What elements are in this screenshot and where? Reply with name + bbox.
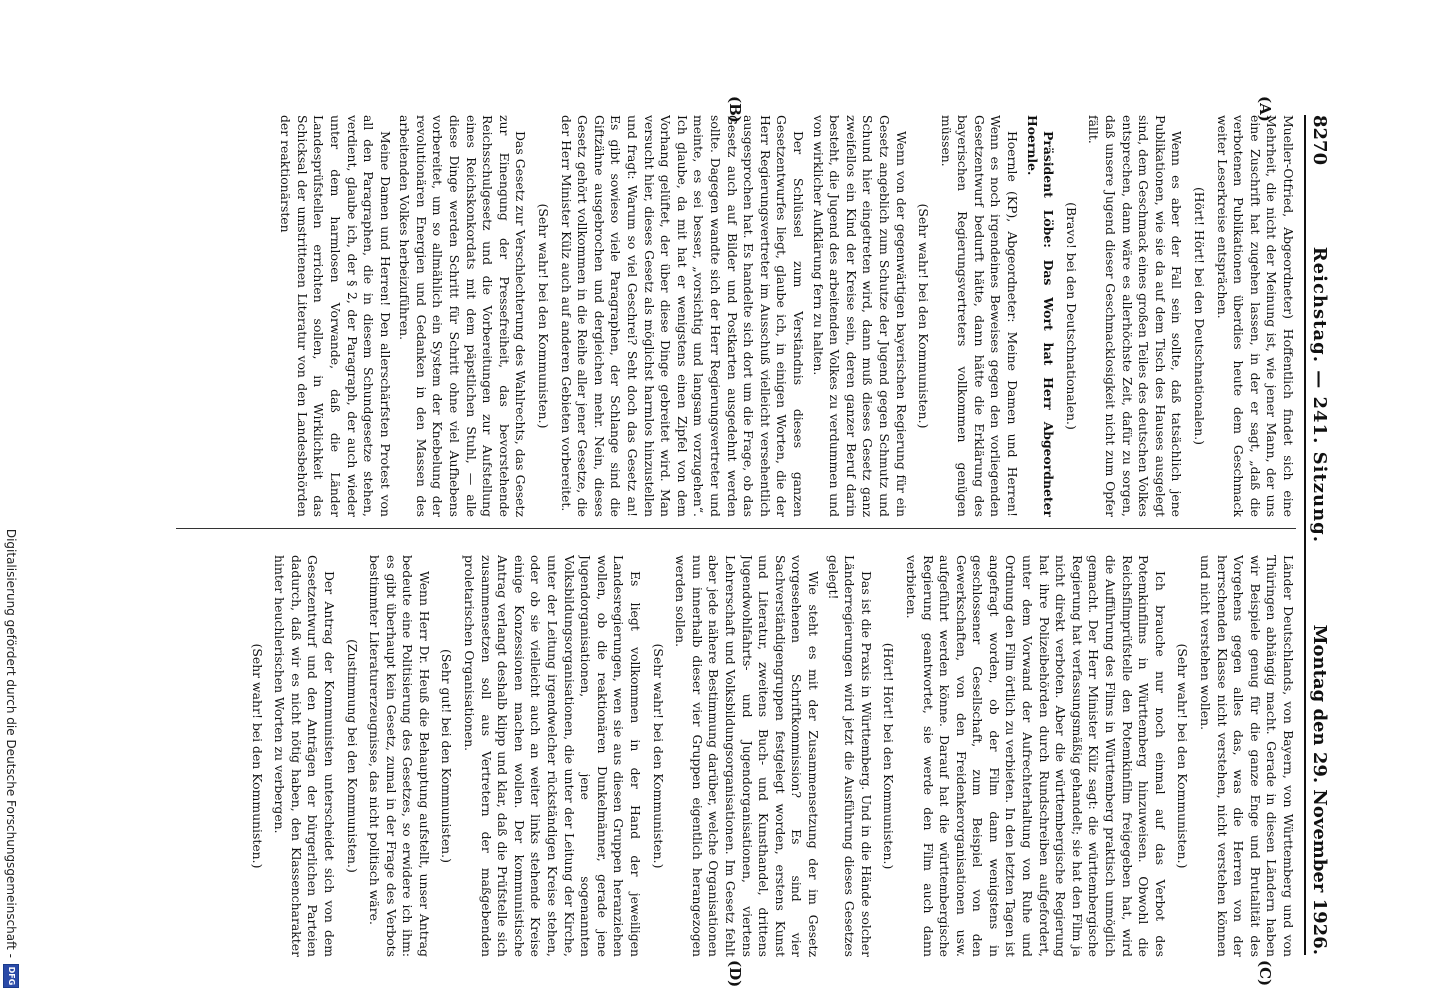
interjection: (Hört! Hört! bei den Kommunisten.) xyxy=(881,642,897,870)
paragraph: Hoernle (KP), Abgeordneter: Meine Damen und Herren! Wenn es noch irgendeines Beweises gegen den vorliegenden Gesetzentwurf bedurft hätte, dann hätte die Erklärung des bayerischen Regierungsvertreters vollkommen genügen müssen. xyxy=(938,115,1021,517)
margin-marker-b: (B) xyxy=(726,96,744,123)
left-column xyxy=(166,115,1296,517)
paragraph: Mueller-Otfried, Abgeordneter) Hoffentlich findet sich eine Mehrheit, die nicht der Meinung ist, wie jener Mann, der uns eine Zuschrift hat zugehen lassen, in der er sagt, „daß die verbotenen Publikationen überdies heute dem Geschmack weiter Leserkreise entsprächen. xyxy=(1214,115,1296,517)
paragraph: Länder Deutschlands, von Bayern, von Württemberg und von Thüringen abhängig macht. Gerade in diesen Ländern haben wir Beispiele genug für die ganze Enge und Brutalität des Vorgehens gegen alles das, was die Herren von der herrschenden Klasse nicht verstehen, nicht verstehen können und nicht verstehen wollen. xyxy=(1198,555,1296,957)
speaker-line: Präsident Löbe: Das Wort hat Herr Abgeordneter Hoernle. xyxy=(1024,115,1057,517)
interjection: (Hört! Hört! bei den Deutschnationalen.) xyxy=(1192,186,1208,446)
paragraph: Ich brauche nur noch einmal auf das Verbot des Potemkinfilms in Württemberg hinzuweisen. Obwohl die Reichsfilmprüfstelle den Potemkinfilm freigegeben hat, wird die Aufführung des Films in Württemberg praktisch unmöglich gemacht. Der Herr Minister Külz sagt: die württembergische Regierung hat verfassungsmäßig gehandelt; sie hat den Film ja nicht direkt verboten. Aber die württembergische Regierung hat ihre Polizeibehörden durch Rundschreiben aufgefordert, unter dem Vorwand der Aufrechterhaltung von Ruhe und Ordnung den Film örtlich zu verbieten. In den letzten Tagen ist angefragt worden, ob der Film dann wenigstens in geschlossener Gesellschaft, zum Beispiel von den Gewerkschaften, von den Freidenkerorganisationen usw. aufgeführt werden könne. Darauf hat die württembergische Regierung geantwortet, sie werde den Film auch dann verbieten. xyxy=(903,555,1168,957)
paragraph: Das Gesetz zur Verschlechterung des Wahlrechts, das Gesetz zur Einengung der Pressefreiheit, das bevorstehende Reichsschulgesetz und die Vorbereitungen zur Aufstellung eines Reichskonkordats mit dem päpstlichen Stuhl, — alle diese Dinge werden Schritt für Schritt ohne viel Aufhebens vorbereitet, um so allmählich ein System der Knebelung der revolutionären Energien und Gedanken in den Massen des arbeitenden Volkes herbeizuführen. xyxy=(397,115,529,517)
paragraph: Meine Damen und Herren! Den allerschärfsten Protest von all den Paragraphen, die in diesem Schundgesetze stehen, verdient, glaube ich, der § 2, der Paragraph, der auch wieder unter dem harmlosen Vorwande, daß die Länder Landesprüfstellen errichten sollen, in Wirklichkeit das Schicksal der umstrittenen Literatur von den Landesbehörden der reaktionärsten xyxy=(278,115,393,517)
margin-marker-d: (D) xyxy=(726,960,744,988)
credit-text: Digitalisierung gefördert durch die Deutsche Forschungsgemeinschaft - xyxy=(4,528,18,958)
paragraph: Der Antrag der Kommunisten unterscheidet sich von dem Gesetzentwurf und den Anträgen der bürgerlichen Parteien dadurch, daß wir es nicht nötig haben, den Klassencharakter hinter heuchlerischen Worten zu verbergen. xyxy=(272,555,337,957)
interjection: (Sehr wahr! bei den Kommunisten.) xyxy=(1175,643,1191,869)
right-column xyxy=(166,555,1296,957)
digitization-credit xyxy=(0,0,22,1000)
dfg-logo-icon: DFG xyxy=(3,964,19,988)
paragraph: Wenn Herr Dr. Heuß die Behauptung aufstellt, unser Antrag bedeute eine Politisierung des Gesetzes, so erwidere ich ihm: es gibt überhaupt kein Gesetz, zumal in der Frage des Verbots bestimmter Literaturerzeugnisse, das nicht politisch wäre. xyxy=(367,555,432,957)
page-header xyxy=(1304,115,1334,955)
interjection: (Sehr wahr! bei den Kommunisten.) xyxy=(650,643,666,869)
paragraph: Es liegt vollkommen in der Hand der jeweiligen Landesregierungen, wen sie aus diesen Gruppen heranziehen wollen, ob die reaktionären Dunkelmänner, gerade jene Jugendorganisationen, jene sogenannten Volksbildungsorganisationen, die unter der Leitung der Kirche, unter der Leitung irgendwelcher rückständigen Kreise stehen, oder ob sie vielleicht auch an weiter links stehende Kreise einige Konzessionen machen wollen. Der kommunistische Antrag verlangt deshalb klipp und klar, daß die Prüfstelle sich zusammensetzen soll aus Vertretern der maßgebenden proletarischen Organisationen. xyxy=(462,555,644,957)
paragraph: Wenn es aber der Fall sein sollte, daß tatsächlich jene Publikationen, wie sie da auf dem Tisch des Hauses ausgelegt sind, dem Geschmack eines großen Teiles des deutschen Volkes entsprechen, dann wäre es allerhöchste Zeit, dafür zu sorgen, daß unsere Jugend dieser Geschmacklosigkeit nicht zum Opfer fällt. xyxy=(1086,115,1185,517)
interjection: (Sehr wahr! bei den Kommunisten.) xyxy=(536,203,552,429)
interjection: (Bravo! bei den Deutschnationalen.) xyxy=(1063,202,1079,430)
interjection: (Sehr wahr! bei den Kommunisten.) xyxy=(916,203,932,429)
interjection: (Sehr gut! bei den Kommunisten.) xyxy=(439,649,455,863)
session-date: Montag den 29. November 1926. xyxy=(1309,624,1331,955)
interjection: (Zustimmung bei den Kommunisten.) xyxy=(344,639,360,873)
margin-marker-a: (A) xyxy=(1256,96,1274,122)
margin-marker-c: (C) xyxy=(1256,960,1274,987)
paragraph: Das ist die Praxis in Württemberg. Und in die Hände solcher Länderregierungen wird jetzt die Ausführung dieses Gesetzes gelegt! xyxy=(825,555,874,957)
page-number: 8270 xyxy=(1309,115,1331,166)
paragraph: Wie steht es mit der Zusammensetzung der im Gesetz vorgesehenen Schriftkommission? Es sind vier Sachverständigengruppen festgelegt worden, erstens Kunst und Literatur, zweitens Buch- und Kunsthandel, drittens Jugendwohlfahrts- und Jugendorganisationen, viertens Lehrerschaft und Volksbildungsorganisationen. Im Gesetz fehlt aber jede nähere Bestimmung darüber, welche Organisationen nun innerhalb dieser vier Gruppen eigentlich herangezogen werden sollen. xyxy=(673,555,821,957)
column-divider xyxy=(176,528,1296,529)
paragraph: Der Schlüssel zum Verständnis dieses ganzen Gesetzentwurfes liegt, glaube ich, in einigen Worten, die der Herr Regierungsvertreter im Ausschuß vielleicht versehentlich ausgesprochen hat. Es handelte sich dort um die Frage, ob das Gesetz auch auf Bilder und Postkarten ausgedehnt werden sollte. Dagegen wandte sich der Herr Regierungsvertreter und meinte, es sei besser, „vorsichtig und langsam vorzugehen“. Ich glaube, da mit hat er wenigstens einen Zipfel von dem Vorhang gelüftet, der über diese Dinge gebreitet wird. Man versucht hier, dieses Gesetz als möglichst harmlos hinzustellen und fragt: Warum so viel Geschrei? Seht doch das Gesetz an! Es gibt sowieso viele Paragraphen, der Schlange sind die Giftzähne ausgebrochen und dergleichen mehr. Nein, dieses Gesetz gehört vollkommen in die Reihe aller jener Gesetze, die der Herr Minister Külz auch auf anderen Gebieten vorbereitet. xyxy=(558,115,806,517)
paragraph: Wenn von der gegenwärtigen bayerischen Regierung für ein Gesetz angeblich zum Schutze der Jugend gegen Schmutz und Schund hier eingetreten wird, dann muß dieses Gesetz ganz zweifellos ein Kind der Kreise sein, deren ganzer Beruf darin besteht, die Jugend des arbeitenden Volkes zu verdummen und von wirklicher Aufklärung fern zu halten. xyxy=(810,115,909,517)
session-title: Reichstag. — 241. Sitzung. xyxy=(1309,246,1331,544)
interjection: (Sehr wahr! bei den Kommunisten.) xyxy=(249,643,265,869)
